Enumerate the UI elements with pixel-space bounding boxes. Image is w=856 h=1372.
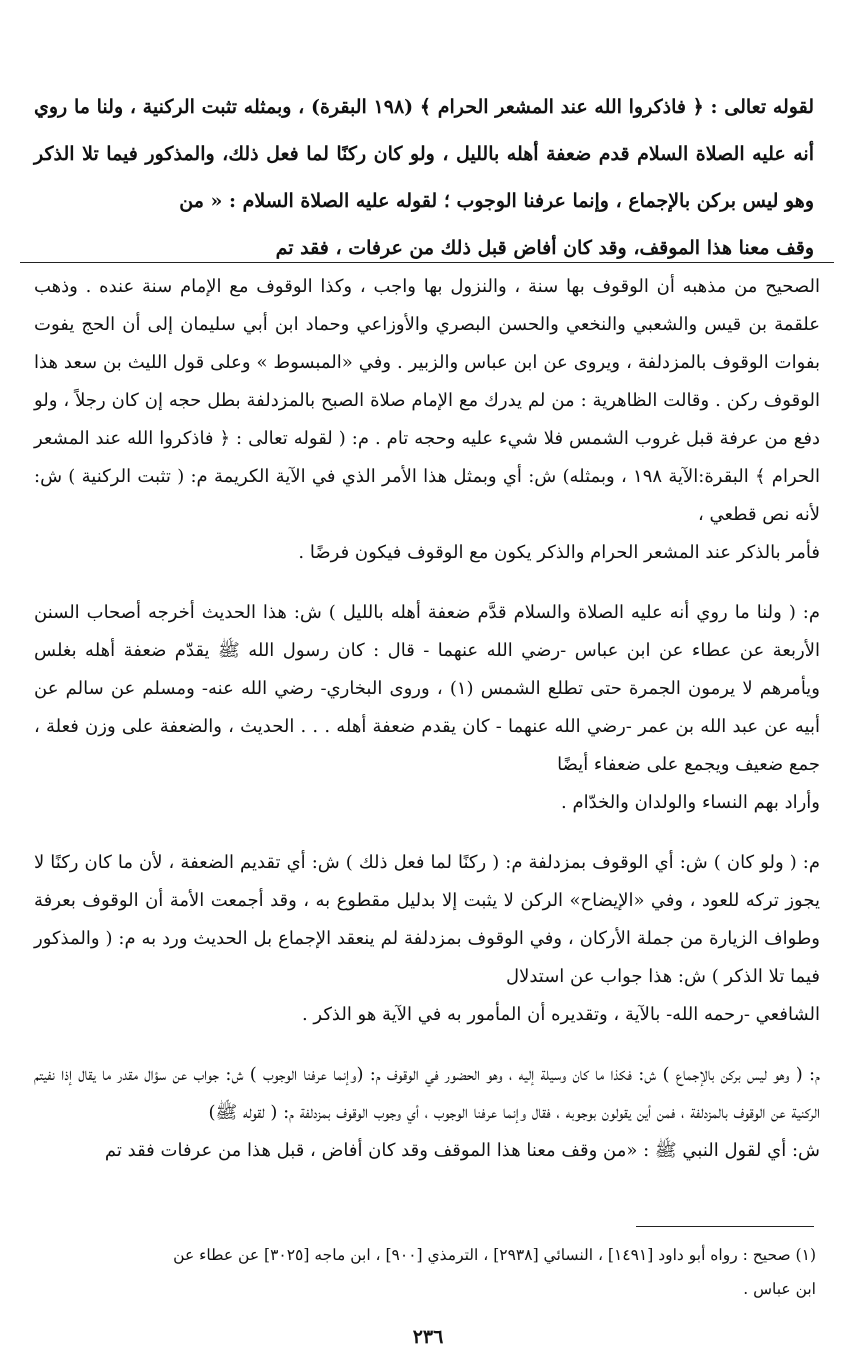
- commentary-line: فأمر بالذكر عند المشعر الحرام والذكر يكون مع الوقوف فيكون فرضًا .: [298, 542, 820, 563]
- commentary-line: ضعفة أهله . . . الحديث ، والضعفة على وزن فعلة ، جمع ضعيف ويجمع على ضعفاء أيضًا: [34, 716, 820, 775]
- commentary-line: سليمان إلى أن الحج يفوت بفوات الوقوف بالمزدلفة ، ويروى عن ابن عباس والزبير . وفي: [34, 314, 820, 373]
- commentary-line: وأراد بهم النساء والولدان والخدّام .: [561, 792, 820, 813]
- matn-line: وقف معنا هذا الموقف، وقد كان أفاض قبل ذلك من عرفات ، فقد تم: [275, 237, 814, 259]
- commentary-line: كان ركنًا لا يجوز تركه للعود ، وفي «الإيضاح» الركن لا يثبت إلا بدليل مقطوع به ، وقد: [34, 852, 820, 911]
- commentary-line: أجمعت الأمة أن الوقوف بعرفة وطواف الزيارة من جملة الأركان ، وفي الوقوف بمزدلفة لم: [34, 890, 820, 949]
- matn-line: روي أنه عليه الصلاة السلام قدم ضعفة أهله بالليل ، ولو كان ركنًا لما فعل ذلك، والمذكور فيما: [34, 96, 814, 165]
- commentary-line: فمن أين يقولون بوجوبه ، فقال وإنما عرفنا الوجوب ، أي وجوب الوقوف بمزدلفة م: ( لقوله ﷺ): [208, 1102, 676, 1123]
- commentary-line: عنده . وذهب علقمة بن قيس والشعبي والنخعي والحسن البصري والأوزاعي وحماد ابن أبي: [34, 276, 820, 335]
- matn-line: تلا الذكر وهو ليس بركن بالإجماع ، وإنما عرفنا الوجوب ؛ لقوله عليه الصلاة السلام : « من: [34, 143, 814, 212]
- footnote: [40, 1238, 816, 1306]
- commentary-line: م: ( ولنا ما روي أنه عليه الصلاة والسلام قدَّم ضعفة أهله بالليل ) ش: هذا الحديث أخرجه: [147, 602, 821, 623]
- commentary-line: «المبسوط » وعلى قول الليث بن سعد هذا الوقوف ركن . وقالت الظاهرية : من لم يدرك مع: [34, 352, 820, 411]
- footnote-line: ابن عباس .: [743, 1280, 816, 1298]
- commentary-line: ش: أي لقول النبي ﷺ : «من وقف معنا هذا الموقف وقد كان أفاض ، قبل هذا من عرفات فقد تم: [104, 1140, 820, 1161]
- page-number: ٢٣٦: [412, 1326, 444, 1348]
- commentary-line: (وإنما عرفنا الوجوب ) ش: جواب عن سؤال مقدر ما يقال إذا نفيتم الركنية عن الوقوف بالمزدلفة ،: [34, 1064, 820, 1123]
- commentary-line: ينعقد الإجماع بل الحديث ورد به م: ( والمذكور فيما تلا الذكر ) ش: هذا جواب عن استدلال: [34, 928, 820, 987]
- footnote-line: (١) صحيح : رواه أبو داود [١٤٩١] ، النسائي [٢٩٣٨] ، الترمذي [٩٠٠] ، ابن ماجه [٣٠٢٥] عن عطاء عن: [173, 1246, 816, 1264]
- commentary-line: أصحاب السنن الأربعة عن عطاء عن ابن عباس -رضي الله عنهما - قال : كان رسول الله ﷺ: [34, 602, 820, 661]
- commentary-line: م: ( ولو كان ) ش: أي الوقوف بمزدلفة م: ( ركنًا لما فعل ذلك ) ش: أي تقديم الضعفة ، لأن ما: [117, 852, 820, 873]
- commentary-line: م: ( وهو ليس بركن بالإجماع ) ش: فكذا ما كان وسيلة إليه ، وهو الحضور في الوقوف م:: [369, 1064, 820, 1085]
- commentary-paragraph: [34, 594, 820, 822]
- commentary-paragraph: [34, 1056, 820, 1170]
- commentary-line: يقدّم ضعفة أهله بغلس ويأمرهم لا يرمون الجمرة حتى تطلع الشمس (١) ، وروى البخاري-: [34, 640, 821, 699]
- commentary-line: شيء عليه وحجه تام . م: ( لقوله تعالى : ﴿ فاذكروا الله عند المشعر الحرام ﴾ البقرة:الآية ١٩٨ ،: [34, 428, 820, 487]
- commentary-line: وبمثله) ش: أي وبمثل هذا الأمر الذي في الآية الكريمة م: ( تثبت الركنية ) ش: لأنه نص قطعي ،: [34, 466, 820, 525]
- commentary-paragraph: [34, 844, 820, 1034]
- matn-line: لقوله تعالى : ﴿ فاذكروا الله عند المشعر الحرام ﴾ (١٩٨ البقرة) ، وبمثله تثبت الركنية ، ولنا ما: [73, 96, 815, 118]
- commentary-line: الإمام صلاة الصبح بالمزدلفة بطل حجه إن كان رجلاً ، ولو دفع من عرفة قبل غروب الشمس فلا: [34, 390, 820, 449]
- commentary-paragraph: [34, 268, 820, 572]
- commentary-text: [34, 268, 820, 1192]
- commentary-line: الشافعي -رحمه الله- بالآية ، وتقديره أن المأمور به في الآية هو الذكر .: [301, 1004, 820, 1025]
- matn-text: [34, 84, 814, 272]
- section-divider: [20, 262, 834, 263]
- footnote-divider: [636, 1226, 814, 1227]
- commentary-line: رضي الله عنه- ومسلم عن سالم عن أبيه عن عبد الله بن عمر -رضي الله عنهما - كان يقدم: [34, 678, 820, 737]
- commentary-line: الصحيح من مذهبه أن الوقوف بها سنة ، والنزول بها واجب ، وكذا الوقوف مع الإمام سنة: [142, 276, 820, 297]
